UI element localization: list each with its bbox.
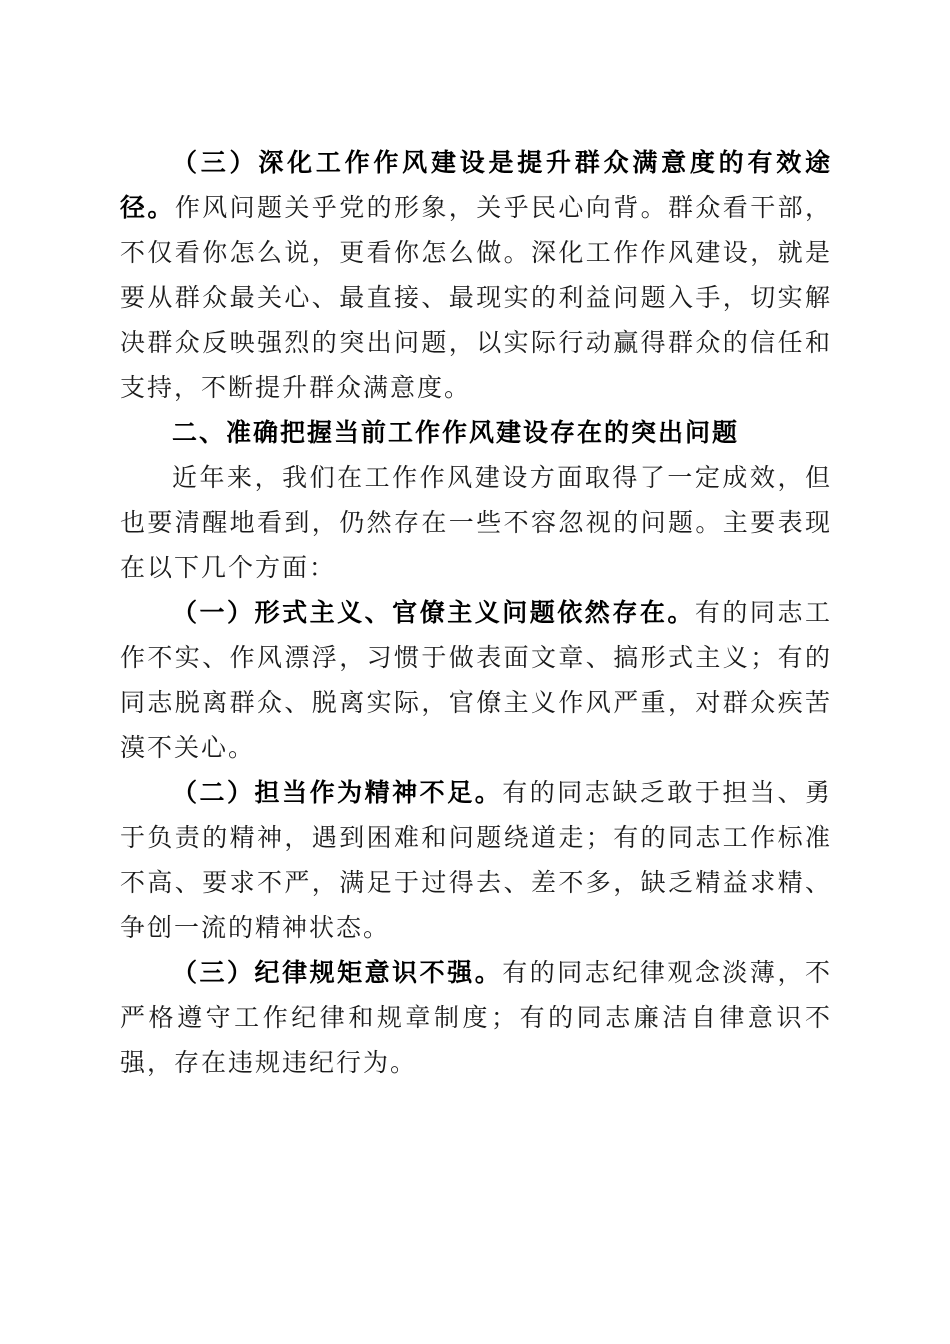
paragraph-text: 有的同志工作不实、作风漂浮，习惯于做表面文章、搞形式主义；有的同志脱离群众、脱离实际，官僚主义作风严重，对群众疾苦漠不关心。 bbox=[120, 598, 832, 762]
paragraph-section-3-effective-path bbox=[120, 140, 832, 410]
paragraph-problem-3-discipline bbox=[120, 950, 832, 1085]
paragraph-lead: （一）形式主义、官僚主义问题依然存在。 bbox=[172, 598, 695, 627]
paragraph-text: 有的同志纪律观念淡薄，不严格遵守工作纪律和规章制度；有的同志廉洁自律意识不强，存在违规违纪行为。 bbox=[120, 958, 832, 1077]
paragraph-text: 作风问题关乎党的形象，关乎民心向背。群众看干部，不仅看你怎么说，更看你怎么做。深化工作作风建设，就是要从群众最关心、最直接、最现实的利益问题入手，切实解决群众反映强烈的突出问题，以实际行动赢得群众的信任和支持，不断提升群众满意度。 bbox=[120, 193, 832, 402]
paragraph-problem-1-formalism bbox=[120, 590, 832, 770]
paragraph-intro-problems bbox=[120, 455, 832, 590]
paragraph-lead: （二）担当作为精神不足。 bbox=[172, 778, 503, 807]
paragraph-problem-2-responsibility bbox=[120, 770, 832, 950]
document-body bbox=[120, 140, 832, 1085]
paragraph-text: 有的同志缺乏敢于担当、勇于负责的精神，遇到困难和问题绕道走；有的同志工作标准不高、要求不严，满足于过得去、差不多，缺乏精益求精、争创一流的精神状态。 bbox=[120, 778, 832, 942]
paragraph-text: 近年来，我们在工作作风建设方面取得了一定成效，但也要清醒地看到，仍然存在一些不容忽视的问题。主要表现在以下几个方面： bbox=[120, 463, 832, 582]
paragraph-lead: （三）深化工作作风建设是提升群众满意度的有效途径。 bbox=[120, 148, 832, 222]
paragraph-lead: （三）纪律规矩意识不强。 bbox=[172, 958, 503, 987]
section-heading-2: 二、准确把握当前工作作风建设存在的突出问题 bbox=[172, 418, 740, 447]
